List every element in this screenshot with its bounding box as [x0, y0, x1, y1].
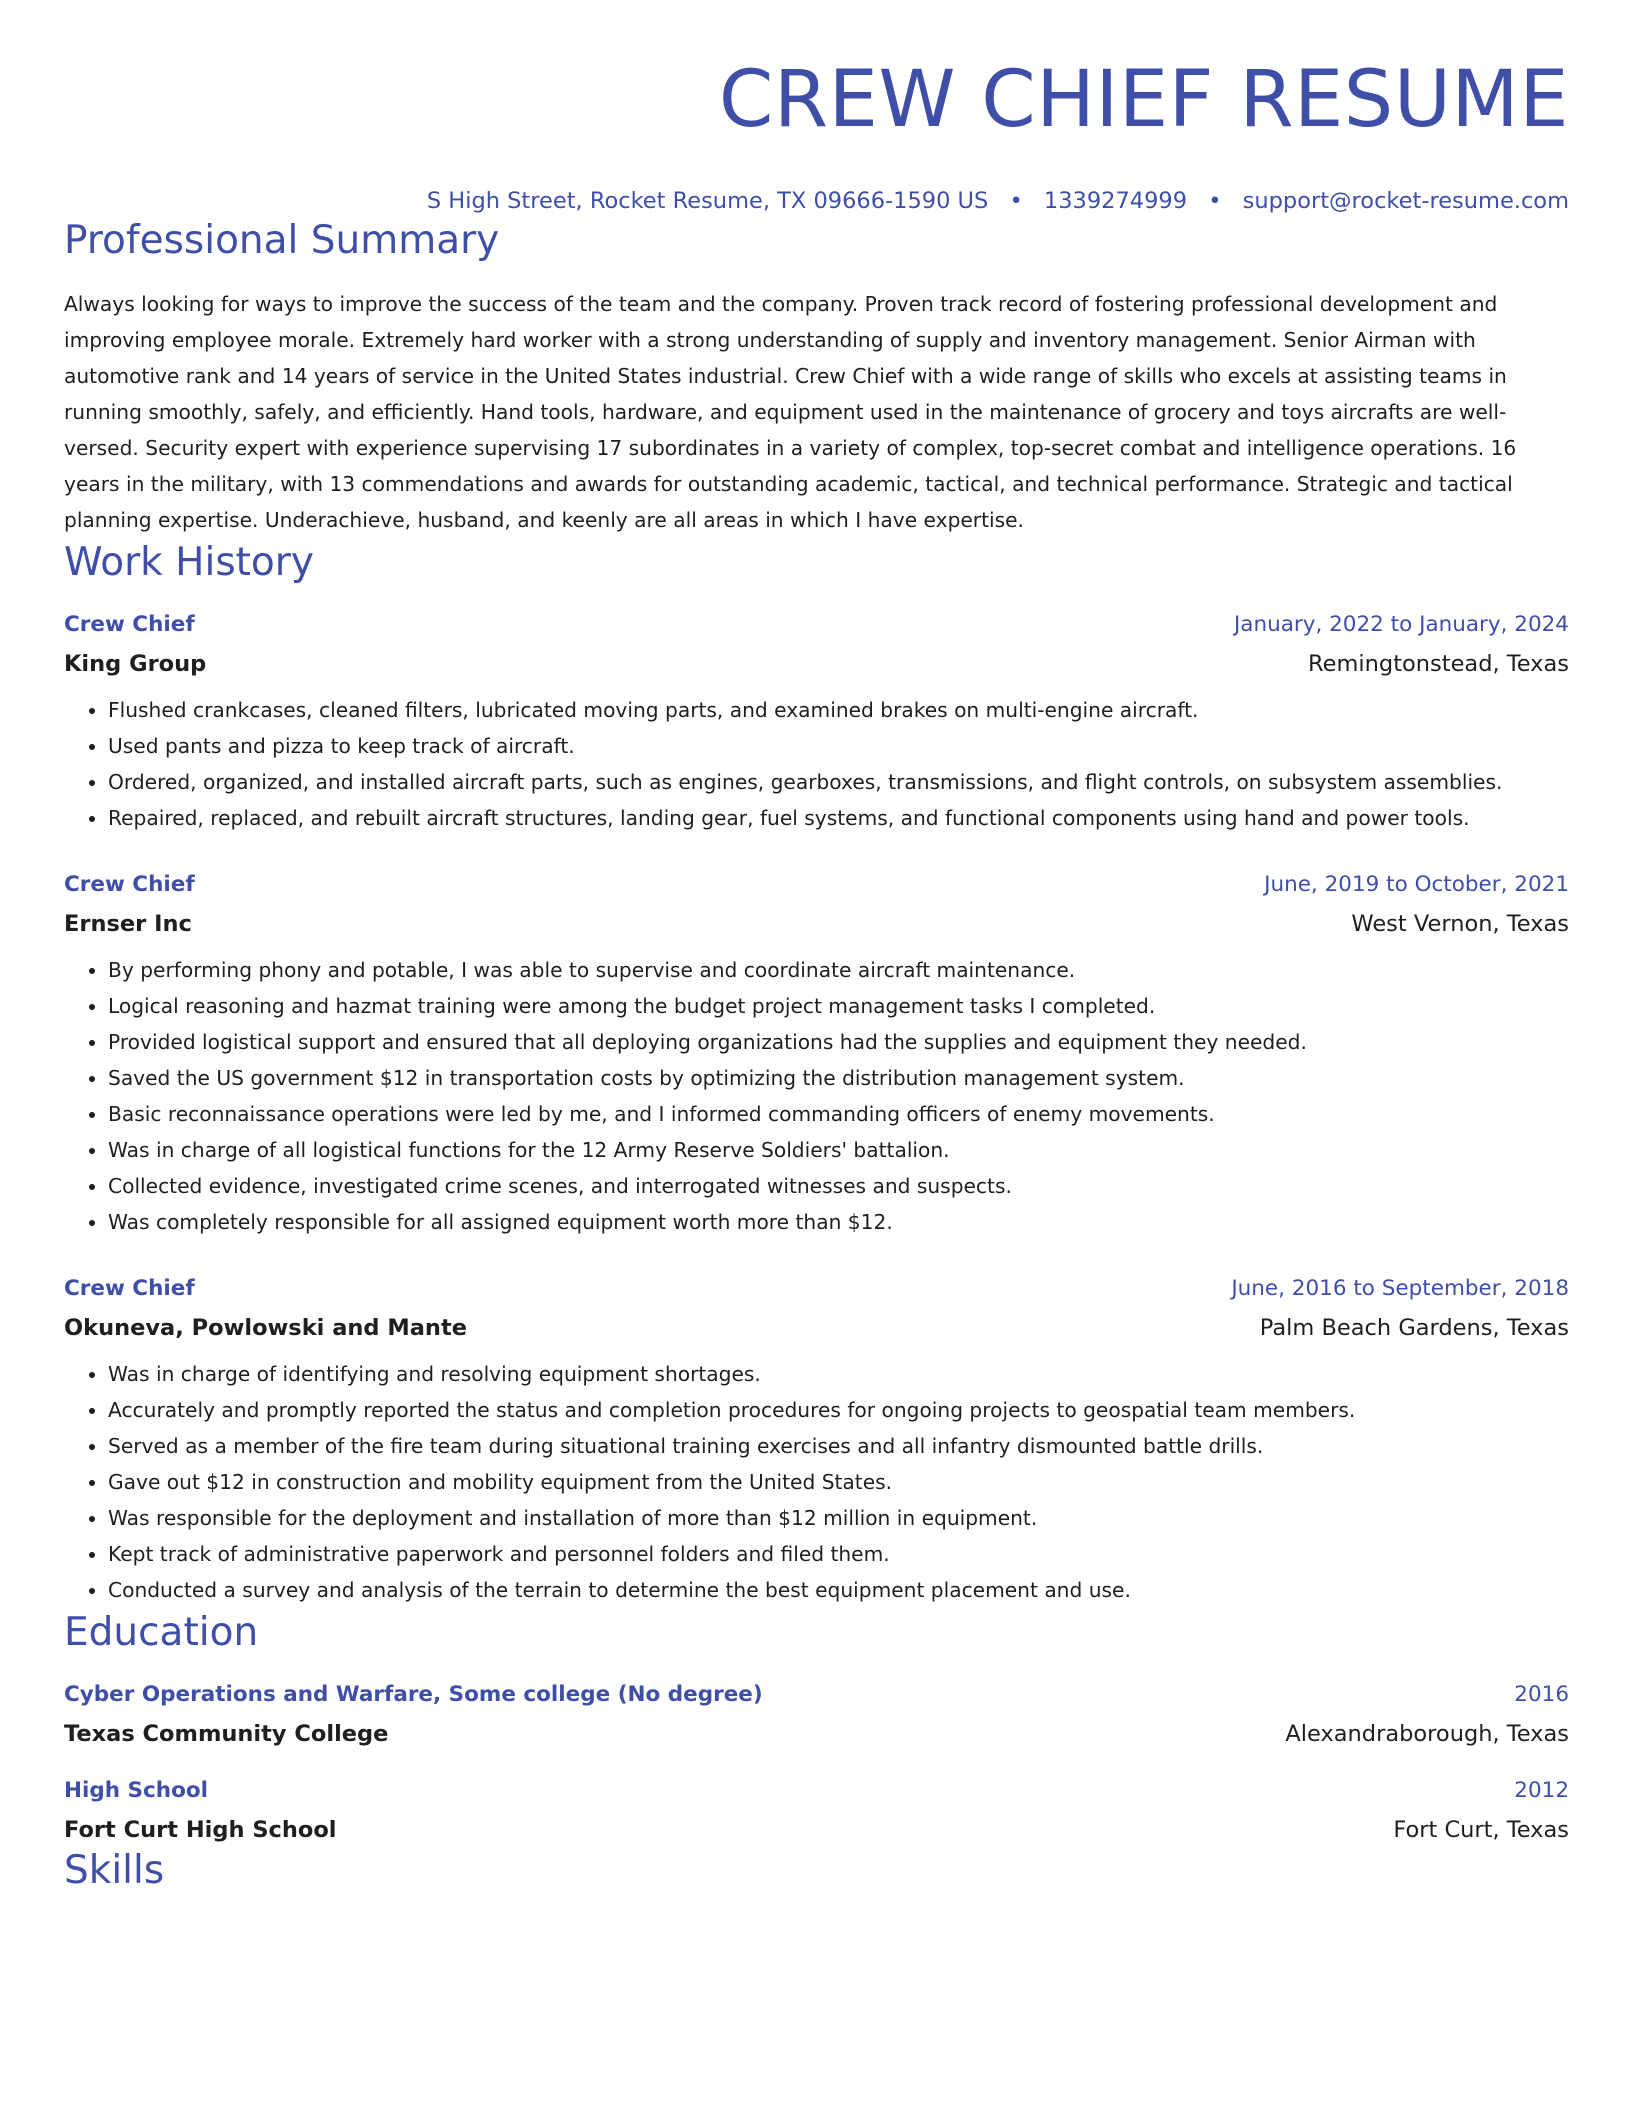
job-company: King Group [64, 651, 207, 677]
job-bullet: • Was responsible for the deployment and installation of more than $12 million in equipment. [108, 1500, 1569, 1536]
job-bullet: • By performing phony and potable, I was able to supervise and coordinate aircraft maintenance. [108, 952, 1569, 988]
job-bullet: • Accurately and promptly reported the status and completion procedures for ongoing projects to geospatial team members. [108, 1392, 1569, 1428]
job-bullet: • Saved the US government $12 in transportation costs by optimizing the distribution management system. [108, 1060, 1569, 1096]
job-entry [64, 610, 1569, 836]
education-year: 2012 [1514, 1778, 1569, 1803]
job-bullets [64, 952, 1569, 1240]
job-bullet: • Ordered, organized, and installed aircraft parts, such as engines, gearboxes, transmissions, and flight controls, on subsystem assemblies. [108, 764, 1569, 800]
section-heading-skills: Skills [64, 1848, 165, 1893]
job-dates: June, 2019 to October, 2021 [1264, 872, 1569, 897]
job-role: Crew Chief [64, 612, 195, 637]
job-bullet: • Gave out $12 in construction and mobility equipment from the United States. [108, 1464, 1569, 1500]
education-entry [64, 1680, 1569, 1750]
education-location: Fort Curt, Texas [1393, 1817, 1569, 1843]
job-dates: January, 2022 to January, 2024 [1233, 612, 1569, 637]
job-bullets [64, 1356, 1569, 1608]
section-heading-work: Work History [64, 540, 314, 585]
contact-separator: • [1009, 188, 1023, 214]
resume-title: CREW CHIEF RESUME [718, 55, 1569, 145]
education-entry [64, 1776, 1569, 1846]
job-bullet: • Served as a member of the fire team during situational training exercises and all infantry dismounted battle drills. [108, 1428, 1569, 1464]
summary-text: Always looking for ways to improve the success of the team and the company. Proven track record of fostering professional development and improving employee morale. Extremely hard worker with a strong understanding of supply and inventory management. Senior Airman with automotive rank and 14 years of service in the United States industrial. Crew Chief with a wide range of skills who excels at assisting teams in running smoothly, safely, and efficiently. Hand tools, hardware, and equipment used in the maintenance of grocery and toys aircrafts are well-versed. Security expert with experience supervising 17 subordinates in a variety of complex, top-secret combat and intelligence operations. 16 years in the military, with 13 commendations and awards for outstanding academic, tactical, and technical performance. Strategic and tactical planning expertise. Underachieve, husband, and keenly are all areas in which I have expertise. [64, 292, 1517, 532]
job-bullet: • Used pants and pizza to keep track of aircraft. [108, 728, 1569, 764]
job-bullet: • Kept track of administrative paperwork and personnel folders and filed them. [108, 1536, 1569, 1572]
job-entry [64, 870, 1569, 1240]
job-bullet: • Flushed crankcases, cleaned filters, lubricated moving parts, and examined brakes on multi-engine aircraft. [108, 692, 1569, 728]
education-location: Alexandraborough, Texas [1285, 1721, 1569, 1747]
job-company: Ernser Inc [64, 911, 192, 937]
job-bullet: • Was in charge of all logistical functions for the 12 Army Reserve Soldiers' battalion. [108, 1132, 1569, 1168]
job-location: Palm Beach Gardens, Texas [1259, 1315, 1569, 1341]
job-dates: June, 2016 to September, 2018 [1231, 1276, 1569, 1301]
job-bullet: • Conducted a survey and analysis of the terrain to determine the best equipment placement and use. [108, 1572, 1569, 1608]
job-entry [64, 1274, 1569, 1608]
education-school: Texas Community College [64, 1721, 389, 1747]
education-year: 2016 [1514, 1682, 1569, 1707]
contact-line [64, 186, 1569, 216]
job-bullet: • Collected evidence, investigated crime scenes, and interrogated witnesses and suspects. [108, 1168, 1569, 1204]
job-role: Crew Chief [64, 872, 195, 897]
job-bullet: • Logical reasoning and hazmat training were among the budget project management tasks I completed. [108, 988, 1569, 1024]
contact-address: S High Street, Rocket Resume, TX 09666-1590 US [426, 188, 989, 214]
education-degree: Cyber Operations and Warfare, Some college (No degree) [64, 1682, 763, 1707]
job-location: Remingtonstead, Texas [1308, 651, 1569, 677]
section-heading-summary: Professional Summary [64, 218, 500, 263]
education-school: Fort Curt High School [64, 1817, 337, 1843]
job-bullet: • Repaired, replaced, and rebuilt aircraft structures, landing gear, fuel systems, and functional components using hand and power tools. [108, 800, 1569, 836]
contact-email: support@rocket-resume.com [1242, 188, 1569, 214]
job-company: Okuneva, Powlowski and Mante [64, 1315, 467, 1341]
job-bullet: • Basic reconnaissance operations were led by me, and I informed commanding officers of enemy movements. [108, 1096, 1569, 1132]
section-heading-education: Education [64, 1610, 259, 1655]
contact-phone: 1339274999 [1043, 188, 1188, 214]
job-bullet: • Was in charge of identifying and resolving equipment shortages. [108, 1356, 1569, 1392]
job-bullet: • Provided logistical support and ensured that all deploying organizations had the supplies and equipment they needed. [108, 1024, 1569, 1060]
resume-header [64, 0, 1569, 216]
job-bullet: • Was completely responsible for all assigned equipment worth more than $12. [108, 1204, 1569, 1240]
job-bullets [64, 692, 1569, 836]
job-role: Crew Chief [64, 1276, 195, 1301]
job-location: West Vernon, Texas [1351, 911, 1569, 937]
education-degree: High School [64, 1778, 208, 1803]
contact-separator: • [1208, 188, 1222, 214]
